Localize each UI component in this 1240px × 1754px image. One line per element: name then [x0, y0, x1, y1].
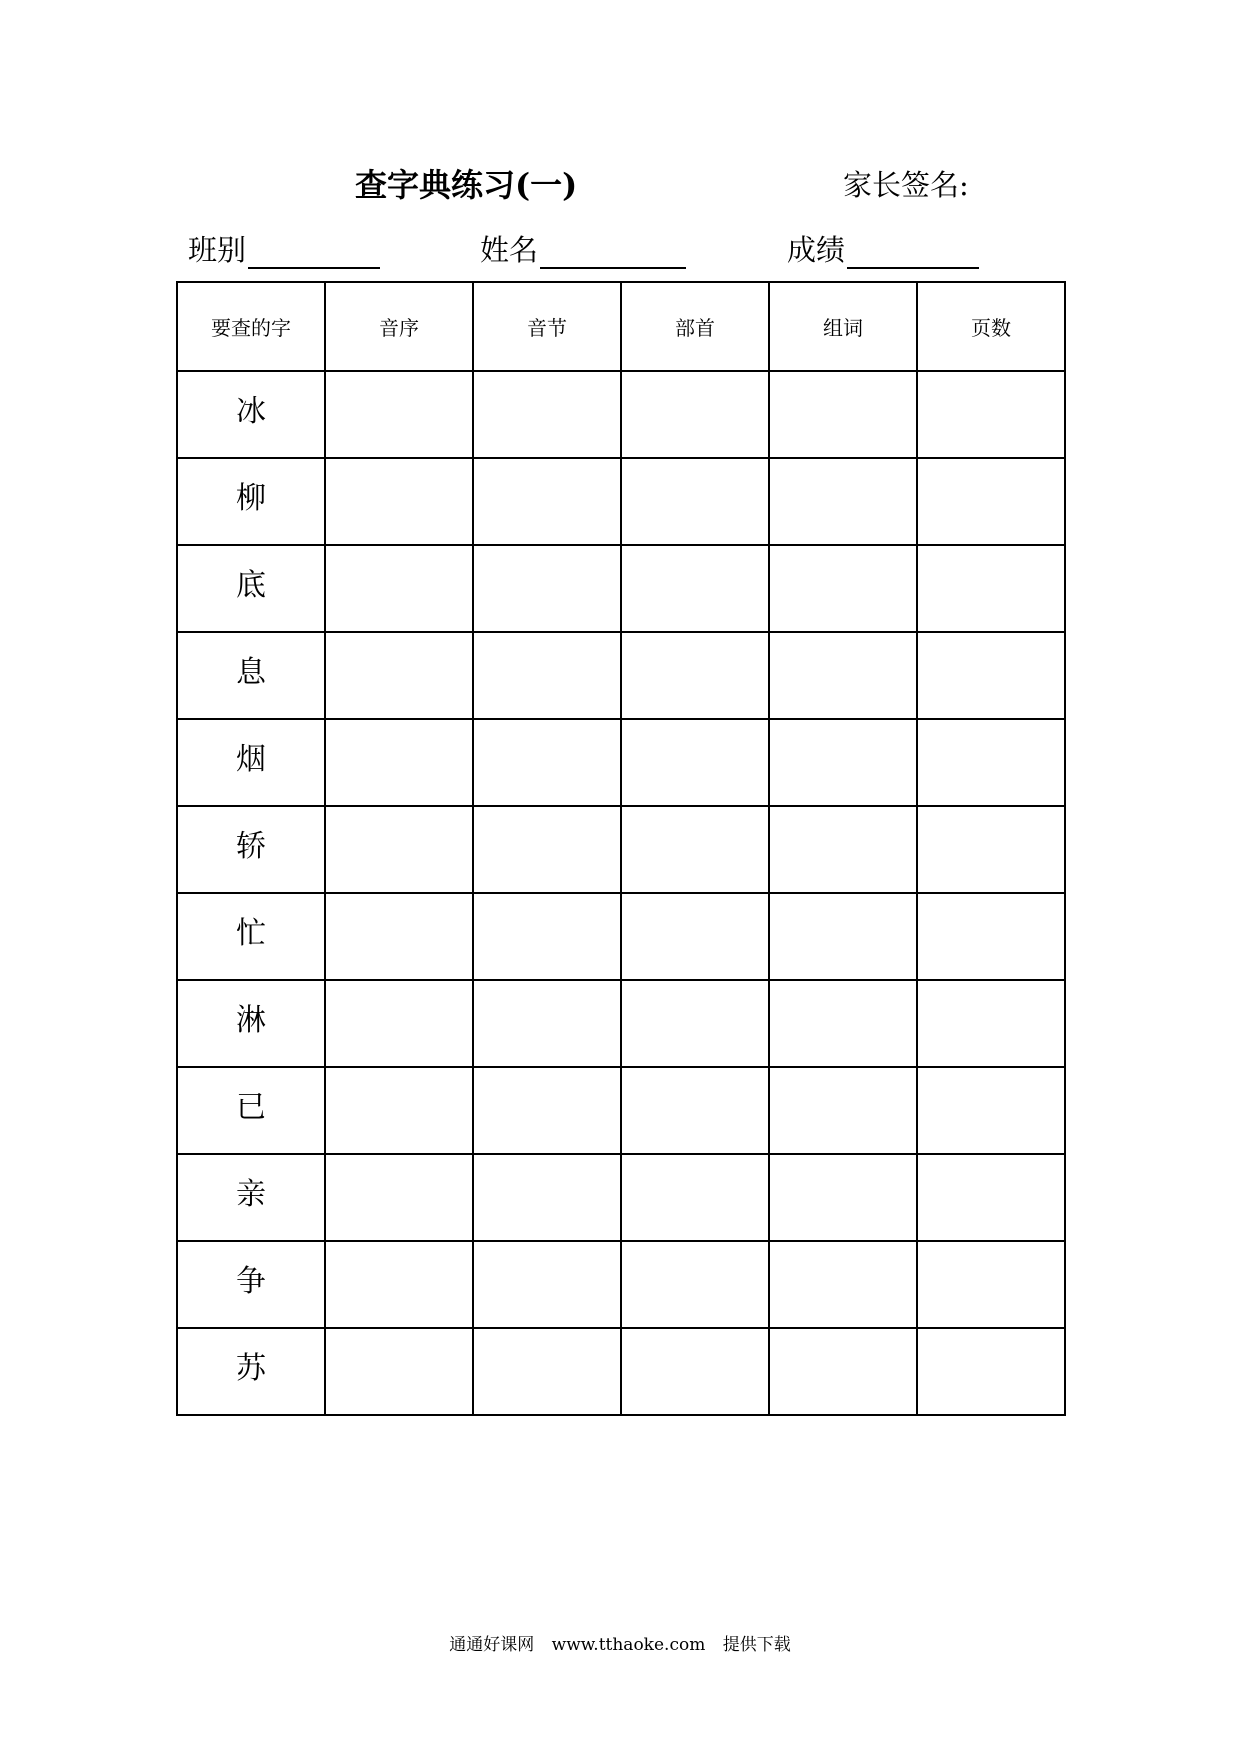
radical-cell[interactable]: [621, 458, 769, 545]
page-cell[interactable]: [917, 719, 1065, 806]
word-cell[interactable]: [769, 458, 917, 545]
class-label: 班别: [188, 233, 247, 267]
initial-cell[interactable]: [325, 1241, 473, 1328]
page-cell[interactable]: [917, 1154, 1065, 1241]
character-cell: 忙: [177, 893, 325, 980]
radical-cell[interactable]: [621, 980, 769, 1067]
page-cell[interactable]: [917, 980, 1065, 1067]
table-row: [177, 893, 1065, 980]
table-header-row: [177, 282, 1065, 371]
word-cell[interactable]: [769, 980, 917, 1067]
syllable-cell[interactable]: [473, 458, 621, 545]
radical-cell[interactable]: [621, 719, 769, 806]
word-cell[interactable]: [769, 806, 917, 893]
header-page: 页数: [917, 282, 1065, 371]
initial-cell[interactable]: [325, 371, 473, 458]
radical-cell[interactable]: [621, 545, 769, 632]
syllable-cell[interactable]: [473, 1067, 621, 1154]
initial-cell[interactable]: [325, 632, 473, 719]
page-title: 查字典练习(一): [355, 166, 578, 204]
footer-url: www.tthaoke.com: [551, 1635, 706, 1655]
initial-cell[interactable]: [325, 806, 473, 893]
word-cell[interactable]: [769, 893, 917, 980]
initial-cell[interactable]: [325, 719, 473, 806]
table-row: [177, 806, 1065, 893]
initial-cell[interactable]: [325, 980, 473, 1067]
radical-cell[interactable]: [621, 632, 769, 719]
radical-cell[interactable]: [621, 1154, 769, 1241]
score-blank-line: [847, 237, 979, 269]
syllable-cell[interactable]: [473, 632, 621, 719]
parent-signature-label: 家长签名:: [843, 168, 969, 202]
syllable-cell[interactable]: [473, 545, 621, 632]
table-row: [177, 1328, 1065, 1415]
page-cell[interactable]: [917, 545, 1065, 632]
word-cell[interactable]: [769, 632, 917, 719]
page-cell[interactable]: [917, 1241, 1065, 1328]
name-blank-line: [540, 237, 686, 269]
page-cell[interactable]: [917, 893, 1065, 980]
page-cell[interactable]: [917, 1067, 1065, 1154]
footer-site-name: 通通好课网: [449, 1635, 535, 1655]
class-field: [188, 228, 380, 269]
footer-suffix: 提供下载: [722, 1635, 791, 1655]
header-radical: 部首: [621, 282, 769, 371]
syllable-cell[interactable]: [473, 371, 621, 458]
character-cell: 淋: [177, 980, 325, 1067]
syllable-cell[interactable]: [473, 893, 621, 980]
character-cell: 冰: [177, 371, 325, 458]
initial-cell[interactable]: [325, 1328, 473, 1415]
header-word: 组词: [769, 282, 917, 371]
table-row: [177, 458, 1065, 545]
word-cell[interactable]: [769, 719, 917, 806]
page-cell[interactable]: [917, 371, 1065, 458]
footer: [0, 1630, 1240, 1655]
class-blank-line: [248, 237, 380, 269]
score-field: [787, 228, 979, 269]
table-row: [177, 1154, 1065, 1241]
word-cell[interactable]: [769, 1241, 917, 1328]
radical-cell[interactable]: [621, 806, 769, 893]
initial-cell[interactable]: [325, 545, 473, 632]
page-cell[interactable]: [917, 1328, 1065, 1415]
character-cell: 息: [177, 632, 325, 719]
table-row: [177, 980, 1065, 1067]
character-cell: 轿: [177, 806, 325, 893]
word-cell[interactable]: [769, 1067, 917, 1154]
syllable-cell[interactable]: [473, 719, 621, 806]
initial-cell[interactable]: [325, 1067, 473, 1154]
word-cell[interactable]: [769, 1154, 917, 1241]
dictionary-practice-table: [176, 281, 1066, 1416]
initial-cell[interactable]: [325, 893, 473, 980]
page-cell[interactable]: [917, 632, 1065, 719]
table-row: [177, 1067, 1065, 1154]
character-cell: 亲: [177, 1154, 325, 1241]
score-label: 成绩: [787, 233, 846, 267]
name-label: 姓名: [480, 233, 539, 267]
character-cell: 柳: [177, 458, 325, 545]
table-body: [177, 371, 1065, 1415]
table-row: [177, 632, 1065, 719]
character-cell: 烟: [177, 719, 325, 806]
character-cell: 苏: [177, 1328, 325, 1415]
radical-cell[interactable]: [621, 1241, 769, 1328]
word-cell[interactable]: [769, 1328, 917, 1415]
initial-cell[interactable]: [325, 1154, 473, 1241]
header-initial: 音序: [325, 282, 473, 371]
syllable-cell[interactable]: [473, 1328, 621, 1415]
word-cell[interactable]: [769, 545, 917, 632]
radical-cell[interactable]: [621, 893, 769, 980]
character-cell: 已: [177, 1067, 325, 1154]
radical-cell[interactable]: [621, 1328, 769, 1415]
radical-cell[interactable]: [621, 1067, 769, 1154]
syllable-cell[interactable]: [473, 1154, 621, 1241]
header-syllable: 音节: [473, 282, 621, 371]
radical-cell[interactable]: [621, 371, 769, 458]
table-row: [177, 371, 1065, 458]
name-field: [480, 228, 686, 269]
syllable-cell[interactable]: [473, 1241, 621, 1328]
syllable-cell[interactable]: [473, 806, 621, 893]
word-cell[interactable]: [769, 371, 917, 458]
table-row: [177, 545, 1065, 632]
character-cell: 争: [177, 1241, 325, 1328]
page-cell[interactable]: [917, 458, 1065, 545]
syllable-cell[interactable]: [473, 980, 621, 1067]
table-row: [177, 1241, 1065, 1328]
page-cell[interactable]: [917, 806, 1065, 893]
table-row: [177, 719, 1065, 806]
character-cell: 底: [177, 545, 325, 632]
initial-cell[interactable]: [325, 458, 473, 545]
header-character: 要查的字: [177, 282, 325, 371]
